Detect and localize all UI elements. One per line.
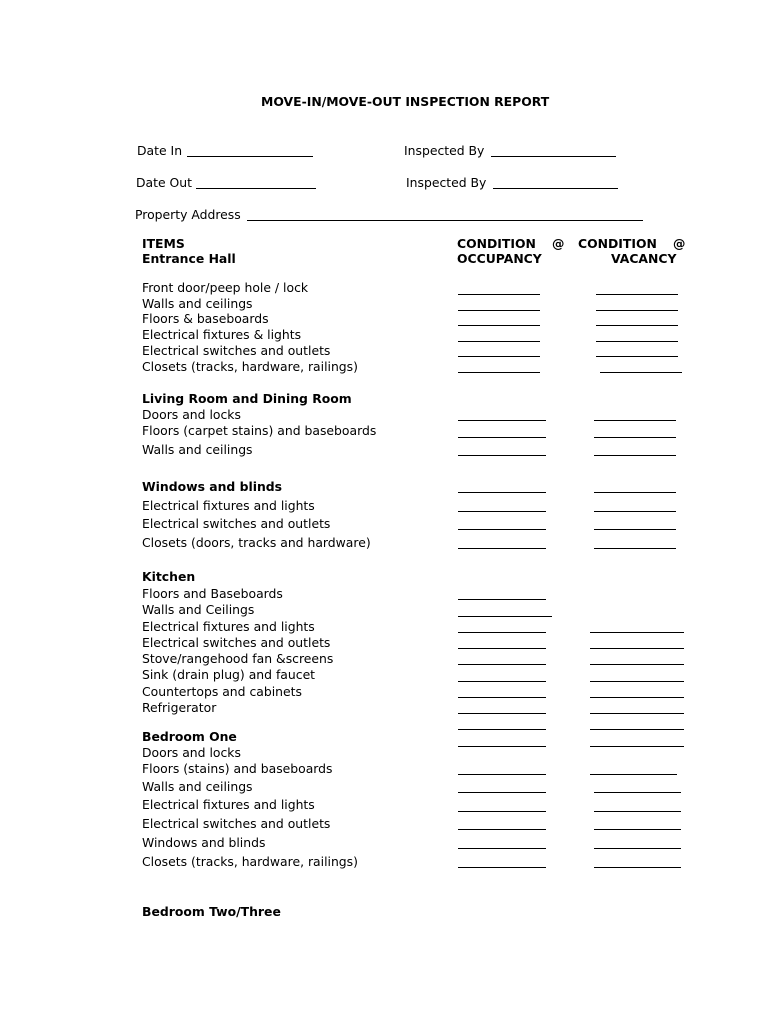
item-label: Electrical switches and outlets [142,816,331,831]
occupancy-line[interactable] [458,867,546,868]
occupancy-line[interactable] [458,632,546,633]
occupancy-line[interactable] [458,356,540,357]
occupancy-line[interactable] [458,599,546,600]
item-label: Floors (stains) and baseboards [142,761,333,776]
section-heading-entrance-hall: Entrance Hall [142,251,236,266]
page-title: MOVE-IN/MOVE-OUT INSPECTION REPORT [261,94,550,109]
vacancy-line[interactable] [590,681,684,682]
inspected-by-label-2: Inspected By [406,175,487,190]
occupancy-line[interactable] [458,511,546,512]
occupancy-line[interactable] [458,746,546,747]
item-label: Electrical switches and outlets [142,516,331,531]
item-label: Front door/peep hole / lock [142,280,309,295]
occupancy-line[interactable] [458,713,546,714]
item-label: Floors and Baseboards [142,586,283,601]
item-label: Electrical switches and outlets [142,343,331,358]
item-label: Windows and blinds [142,835,266,850]
vacancy-line[interactable] [594,455,676,456]
date-in-line[interactable] [187,156,313,157]
occupancy-line[interactable] [458,420,546,421]
occupancy-line[interactable] [458,455,546,456]
vacancy-line[interactable] [594,437,676,438]
property-address-line[interactable] [247,220,643,221]
occupancy-line[interactable] [458,729,546,730]
vacancy-line[interactable] [590,697,684,698]
item-label: Electrical switches and outlets [142,635,331,650]
vacancy-line[interactable] [594,792,681,793]
inspected-by-label-1: Inspected By [404,143,485,158]
condition-occupancy-at: @ [552,236,565,251]
item-label: Electrical fixtures and lights [142,797,315,812]
occupancy-line[interactable] [458,811,546,812]
vacancy-line[interactable] [594,492,676,493]
occupancy-line[interactable] [458,529,546,530]
occupancy-line[interactable] [458,848,546,849]
condition-vacancy-header-2: VACANCY [611,251,677,266]
vacancy-line[interactable] [594,811,681,812]
section-heading-kitchen: Kitchen [142,569,196,584]
date-out-label: Date Out [136,175,193,190]
vacancy-line[interactable] [596,310,678,311]
item-label: Closets (doors, tracks and hardware) [142,535,371,550]
section-heading-bedroom-one: Bedroom One [142,729,237,744]
vacancy-line[interactable] [596,325,678,326]
vacancy-line[interactable] [594,848,681,849]
item-label: Electrical fixtures & lights [142,327,302,342]
vacancy-line[interactable] [590,664,684,665]
item-label: Stove/rangehood fan &screens [142,651,334,666]
condition-vacancy-at: @ [673,236,686,251]
vacancy-line[interactable] [590,729,684,730]
vacancy-line[interactable] [594,511,676,512]
occupancy-line[interactable] [458,372,540,373]
vacancy-line[interactable] [590,632,684,633]
date-out-line[interactable] [196,188,316,189]
section-heading-windows-blinds: Windows and blinds [142,479,283,494]
occupancy-line[interactable] [458,648,546,649]
condition-vacancy-header-1: CONDITION [578,236,657,251]
item-label: Walls and ceilings [142,442,253,457]
vacancy-line[interactable] [590,774,677,775]
item-label: Floors (carpet stains) and baseboards [142,423,377,438]
occupancy-line[interactable] [458,341,540,342]
occupancy-line[interactable] [458,492,546,493]
vacancy-line[interactable] [590,713,684,714]
vacancy-line[interactable] [600,372,682,373]
vacancy-line[interactable] [590,746,684,747]
vacancy-line[interactable] [596,294,678,295]
item-label: Closets (tracks, hardware, railings) [142,854,358,869]
property-address-label: Property Address [135,207,241,222]
occupancy-line[interactable] [458,681,546,682]
vacancy-line[interactable] [594,548,676,549]
item-label: Walls and Ceilings [142,602,255,617]
item-label: Walls and ceilings [142,296,253,311]
occupancy-line[interactable] [458,325,540,326]
item-label: Countertops and cabinets [142,684,302,699]
condition-occupancy-header-2: OCCUPANCY [457,251,542,266]
occupancy-line[interactable] [458,294,540,295]
occupancy-line[interactable] [458,697,546,698]
item-label: Walls and ceilings [142,779,253,794]
occupancy-line[interactable] [458,437,546,438]
vacancy-line[interactable] [590,648,684,649]
item-label: Doors and locks [142,745,241,760]
vacancy-line[interactable] [594,867,681,868]
vacancy-line[interactable] [596,356,678,357]
item-label: Refrigerator [142,700,217,715]
section-heading-bedroom-two-three: Bedroom Two/Three [142,904,281,919]
items-column-header: ITEMS [142,236,185,251]
occupancy-line[interactable] [458,310,540,311]
item-label: Electrical fixtures and lights [142,619,315,634]
item-label: Electrical fixtures and lights [142,498,315,513]
item-label: Closets (tracks, hardware, railings) [142,359,358,374]
occupancy-line[interactable] [458,792,546,793]
section-heading-living-dining: Living Room and Dining Room [142,391,352,406]
occupancy-line[interactable] [458,664,546,665]
occupancy-line[interactable] [458,829,546,830]
item-label: Sink (drain plug) and faucet [142,667,316,682]
inspected-by-line-2[interactable] [493,188,618,189]
vacancy-line[interactable] [594,420,676,421]
inspected-by-line-1[interactable] [491,156,616,157]
vacancy-line[interactable] [594,529,676,530]
item-label: Doors and locks [142,407,241,422]
occupancy-line[interactable] [458,774,546,775]
vacancy-line[interactable] [594,829,681,830]
date-in-label: Date In [137,143,183,158]
occupancy-line[interactable] [458,548,546,549]
vacancy-line[interactable] [596,341,678,342]
condition-occupancy-header-1: CONDITION [457,236,536,251]
item-label: Floors & baseboards [142,311,269,326]
occupancy-line[interactable] [458,616,552,617]
